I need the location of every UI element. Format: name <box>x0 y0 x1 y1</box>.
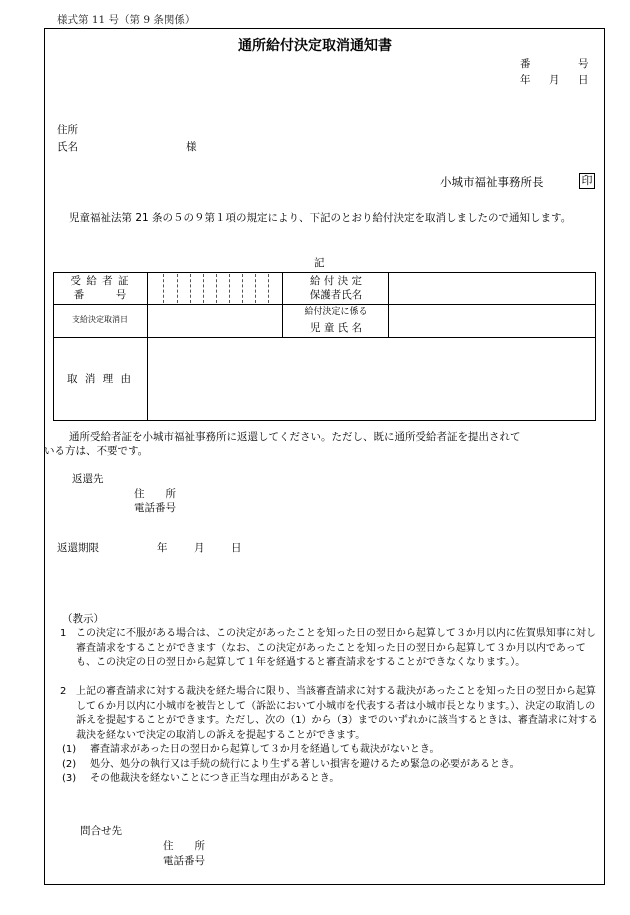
child-label-2: 児 童 氏 名 <box>309 322 362 334</box>
instruction-subitem-number: (1) <box>62 744 77 755</box>
recipient-honorific: 様 <box>186 141 197 153</box>
return-deadline-label: 返還期限 <box>57 542 99 554</box>
instruction-subitem-1 <box>64 743 602 758</box>
return-phone-label: 電話番号 <box>134 502 176 514</box>
guardian-label-1: 給 付 決 定 <box>309 275 362 287</box>
deadline-year: 年 <box>157 542 168 554</box>
instruction-subitem-3 <box>64 772 602 787</box>
instruction-subitem-number: (3) <box>62 773 77 784</box>
guardian-label-2: 保護者氏名 <box>309 289 363 301</box>
instruction-item-text: この決定に不服がある場合は、この決定があったことを知った日の翌日から起算して３か月以内に佐賀県知事に対し審査請求をすることができます（なお、この決定があったことを知った日の翌日から起算して３か月以内であっても、この決定の日の翌日から起算して１年を経過すると審査請求をすることができなくなります。）。 <box>76 628 596 669</box>
instruction-item-text: 上記の審査請求に対する裁決を経た場合に限り、当該審査請求に対する裁決があったことを知った日の翌日から起算して６か月以内に小城市を被告として（訴訟において小城市を代表する者は小城市長となります。）、決定の取消しの訴えを提起することができます。ただし、次の（1）から（3）までのいずれかに該当するときは、審査請求に対する裁決を経ないで決定の取消しの訴えを提起することができます。 <box>76 686 598 741</box>
date-month: 月 <box>549 74 560 86</box>
instruction-item-2 <box>62 685 600 743</box>
instruction-item-1 <box>62 627 600 671</box>
deadline-month: 月 <box>194 542 205 554</box>
instruction-item-number: 1 <box>60 628 67 639</box>
cancel-date-label: 支給決定取消日 <box>72 315 128 324</box>
instruction-item-number: 2 <box>60 686 67 697</box>
details-table <box>53 272 596 421</box>
instruction-subitem-text: 審査請求があった日の翌日から起算して３か月を経過しても裁決がないとき。 <box>90 744 440 755</box>
instruction-subitem-number: (2) <box>62 759 77 770</box>
inquiry-label: 問合せ先 <box>80 825 122 837</box>
recipient-name-label: 氏名 <box>57 141 78 153</box>
instruction-subitem-text: 処分、処分の執行又は手続の続行により生ずる著しい損害を避けるため緊急の必要があるとき。 <box>90 759 520 770</box>
deadline-day: 日 <box>231 542 242 554</box>
date-day: 日 <box>578 74 589 86</box>
form-number-label: 様式第 11 号（第 9 条関係） <box>57 14 196 26</box>
cert-number-label-1: 受 給 者 証 <box>70 275 130 287</box>
date-year: 年 <box>520 74 531 86</box>
inquiry-phone-label: 電話番号 <box>163 855 205 867</box>
return-destination-label: 返還先 <box>72 473 104 485</box>
recipient-address-label: 住所 <box>57 124 78 136</box>
return-address-label: 住 所 <box>134 488 176 500</box>
intro-paragraph: 児童福祉法第 21 条の５の９第１項の規定により、下記のとおり給付決定を取消しましたので通知します。 <box>69 212 572 224</box>
number-ban: 番 <box>520 58 531 70</box>
instruction-heading: （教示） <box>62 613 104 625</box>
sender-name: 小城市福祉事務所長 <box>440 175 544 189</box>
return-notice-line2: いる方は、不要です。 <box>44 445 149 457</box>
seal-stamp: 印 <box>579 173 595 189</box>
inquiry-address-label: 住 所 <box>163 840 205 852</box>
reason-label: 取 消 理 由 <box>66 373 133 385</box>
cert-number-label-2: 番 号 <box>73 289 127 301</box>
document-title: 通所給付決定取消通知書 <box>238 38 392 54</box>
return-notice-line1: 通所受給者証を小城市福祉事務所に返還してください。ただし、既に通所受給者証を提出されて <box>69 431 521 443</box>
instruction-subitem-2 <box>64 758 602 773</box>
instruction-subitem-text: その他裁決を経ないことにつき正当な理由があるとき。 <box>90 773 340 784</box>
number-go: 号 <box>578 58 589 70</box>
ki-mark: 記 <box>314 257 325 269</box>
child-label-1: 給付決定に係る <box>304 307 368 317</box>
